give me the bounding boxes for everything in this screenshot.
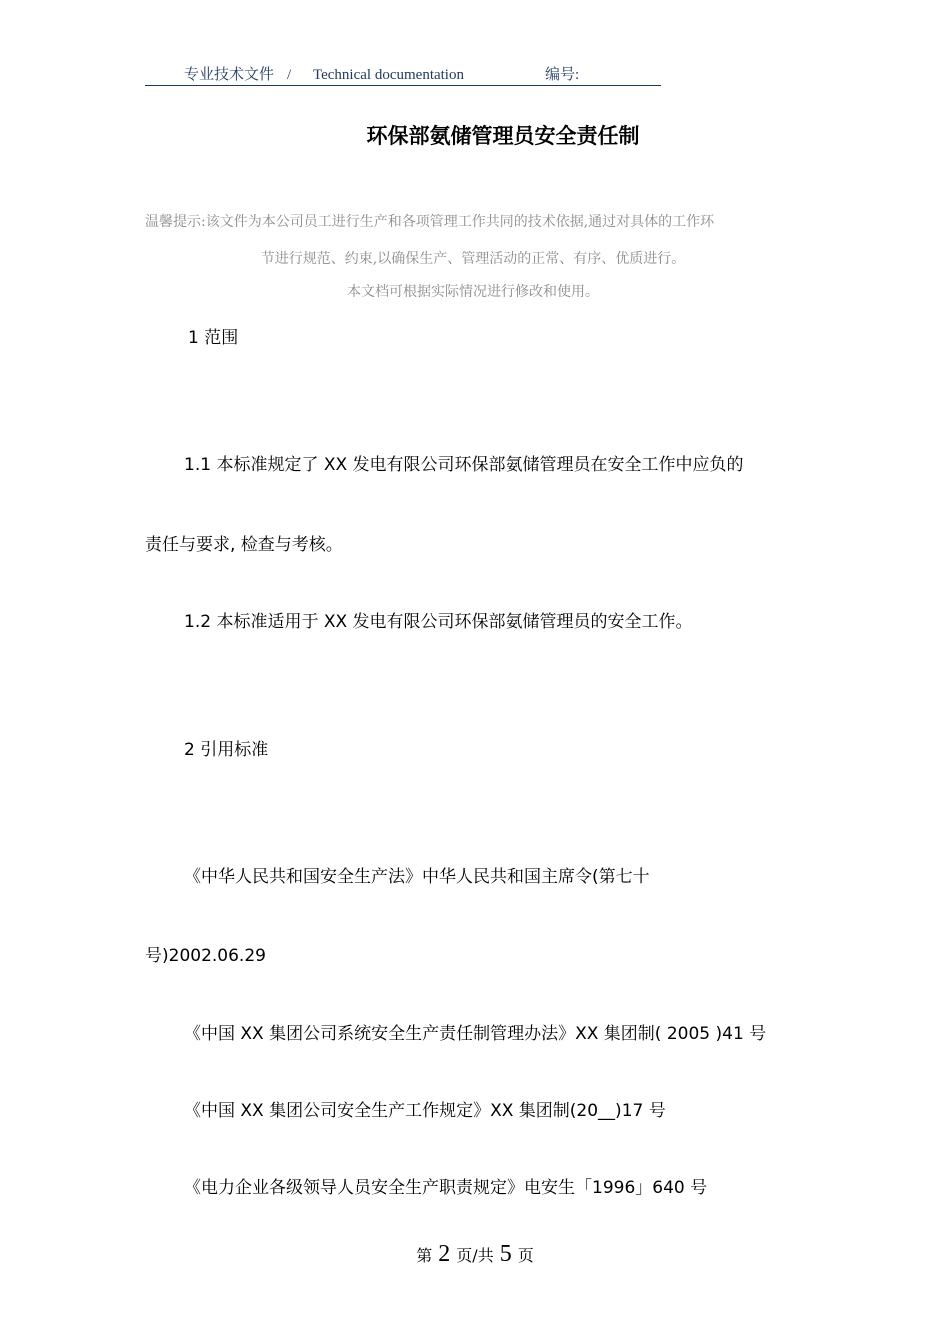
- clause-1-1-line-1: 1.1 本标准规定了 XX 发电有限公司环保部氨储管理员在安全工作中应负的: [184, 455, 744, 475]
- notice-line-2: 节进行规范、约束,以确保生产、管理活动的正常、有序、优质进行。: [260, 251, 686, 267]
- reference-3: 《中国 XX 集团公司安全生产工作规定》XX 集团制(20__)17 号: [184, 1101, 666, 1121]
- header-number-label: 编号:: [545, 67, 580, 83]
- clause-1-1-line-2: 责任与要求, 检查与考核。: [145, 535, 343, 555]
- reference-1-line-2: 号)2002.06.29: [145, 946, 266, 966]
- page-footer: [0, 1238, 950, 1272]
- total-page-number: 5: [499, 1241, 512, 1267]
- reference-4: 《电力企业各级领导人员安全生产职责规定》电安生「1996」640 号: [184, 1178, 708, 1198]
- header-doc-type: 专业技术文件: [184, 67, 275, 83]
- section-2-heading: 2 引用标准: [184, 740, 269, 760]
- reference-1-line-1: 《中华人民共和国安全生产法》中华人民共和国主席令(第七十: [184, 867, 650, 887]
- clause-1-2: 1.2 本标准适用于 XX 发电有限公司环保部氨储管理员的安全工作。: [184, 612, 693, 632]
- footer-suffix: 页: [517, 1246, 534, 1265]
- footer-middle: 页/共: [456, 1246, 494, 1265]
- notice-line-3: 本文档可根据实际情况进行修改和使用。: [347, 284, 599, 300]
- section-1-heading: 1 范围: [188, 328, 239, 348]
- reference-2: 《中国 XX 集团公司系统安全生产责任制管理办法》XX 集团制( 2005 )41 号: [184, 1024, 767, 1044]
- document-title: 环保部氨储管理员安全责任制: [366, 124, 640, 148]
- document-header: [145, 66, 661, 86]
- header-doc-type-en: Technical documentation: [313, 67, 464, 83]
- notice-line-1: 温馨提示:该文件为本公司员工进行生产和各项管理工作共同的技术依据,通过对具体的工作环: [145, 214, 715, 230]
- current-page-number: 2: [438, 1241, 451, 1267]
- footer-prefix: 第: [416, 1246, 433, 1265]
- header-separator: /: [287, 67, 292, 83]
